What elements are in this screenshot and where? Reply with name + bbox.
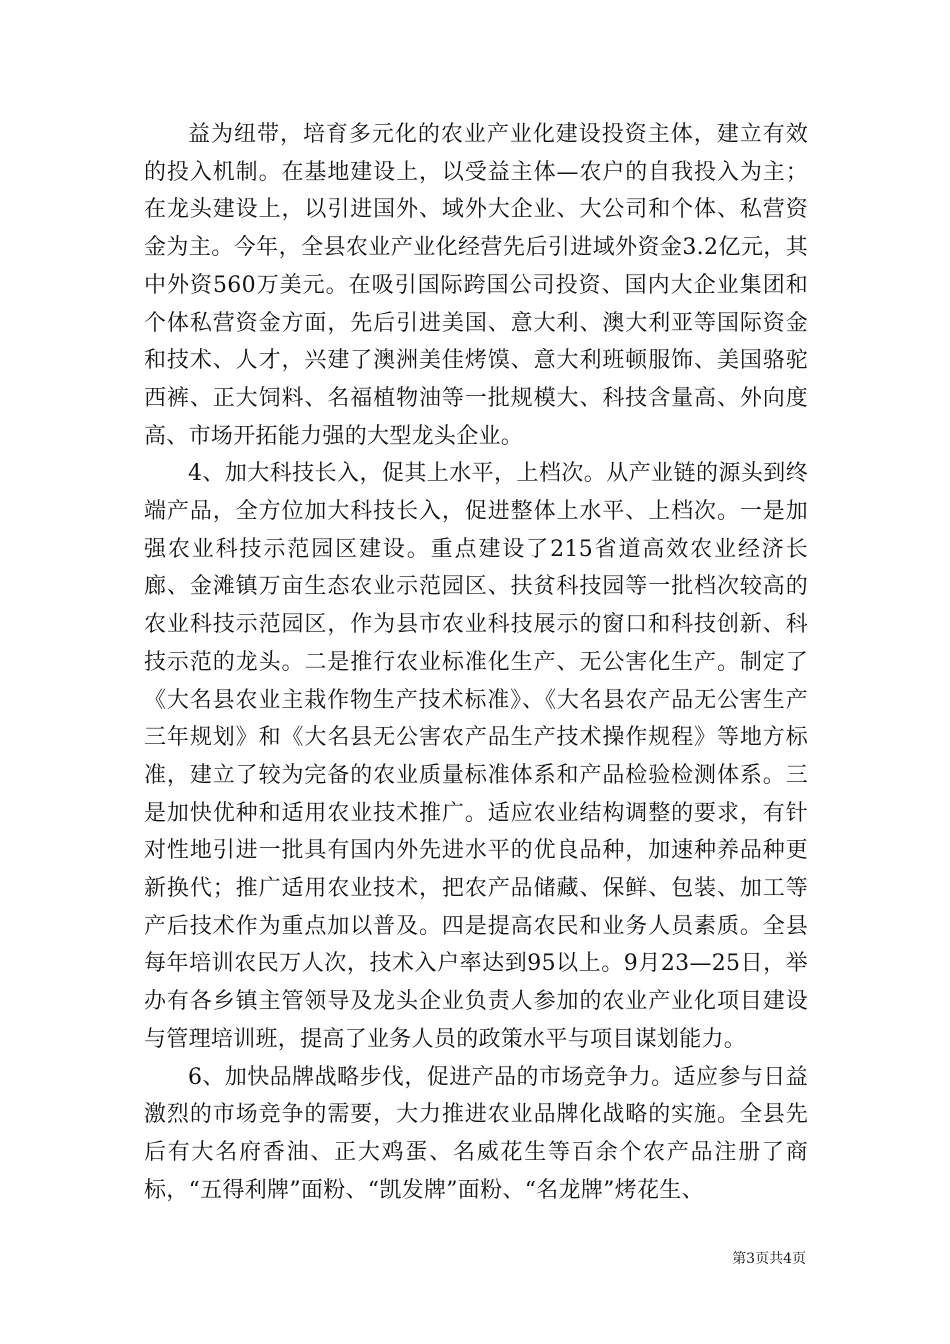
paragraph-brand-strategy: 6、加快品牌战略步伐，促进产品的市场竞争力。适应参与日益激烈的市场竞争的需要，大力推进农业品牌化战略的实施。全县先后有大名府香油、正大鸡蛋、名威花生等百余个农产品注册了商标，“五得利牌”面粉、“凯发牌”面粉、“名龙牌”烤花生、	[144, 1064, 808, 1203]
document-body	[144, 116, 808, 1209]
paragraph-technology: 4、加大科技长入，促其上水平，上档次。从产业链的源头到终端产品，全方位加大科技长入，促进整体上水平、上档次。一是加强农业科技示范园区建设。重点建设了215省道高效农业经济长廊、金滩镇万亩生态农业示范园区、扶贫科技园等一批档次较高的农业科技示范园区，作为县市农业科技展示的窗口和科技创新、科技示范的龙头。二是推行农业标准化生产、无公害化生产。制定了《大名县农业主栽作物生产技术标准》、《大名县农产品无公害生产三年规划》和《大名县无公害农产品生产技术操作规程》等地方标准，建立了较为完备的农业质量标准体系和产品检验检测体系。三是加快优种和适用农业技术推广。适应农业结构调整的要求，有针对性地引进一批具有国内外先进水平的优良品种，加速种养品种更新换代；推广适用农业技术，把农产品储藏、保鲜、包装、加工等产后技术作为重点加以普及。四是提高农民和业务人员素质。全县每年培训农民万人次，技术入户率达到95以上。9月23—25日，举办有各乡镇主管领导及龙头企业负责人参加的农业产业化项目建设与管理培训班，提高了业务人员的政策水平与项目谋划能力。	[144, 461, 808, 1052]
paragraph-investment: 益为纽带，培育多元化的农业产业化建设投资主体，建立有效的投入机制。在基地建设上，以受益主体—农户的自我投入为主；在龙头建设上，以引进国外、域外大企业、大公司和个体、私营资金为主。今年，全县农业产业化经营先后引进域外资金3.2亿元，其中外资560万美元。在吸引国际跨国公司投资、国内大企业集团和个体私营资金方面，先后引进美国、意大利、澳大利亚等国际资金和技术、人才，兴建了澳洲美佳烤馍、意大利班顿服饰、美国骆驼西裤、正大饲料、名福植物油等一批规模大、科技含量高、外向度高、市场开拓能力强的大型龙头企业。	[144, 122, 808, 449]
page-number-footer: 第3页共4页	[732, 1251, 806, 1267]
